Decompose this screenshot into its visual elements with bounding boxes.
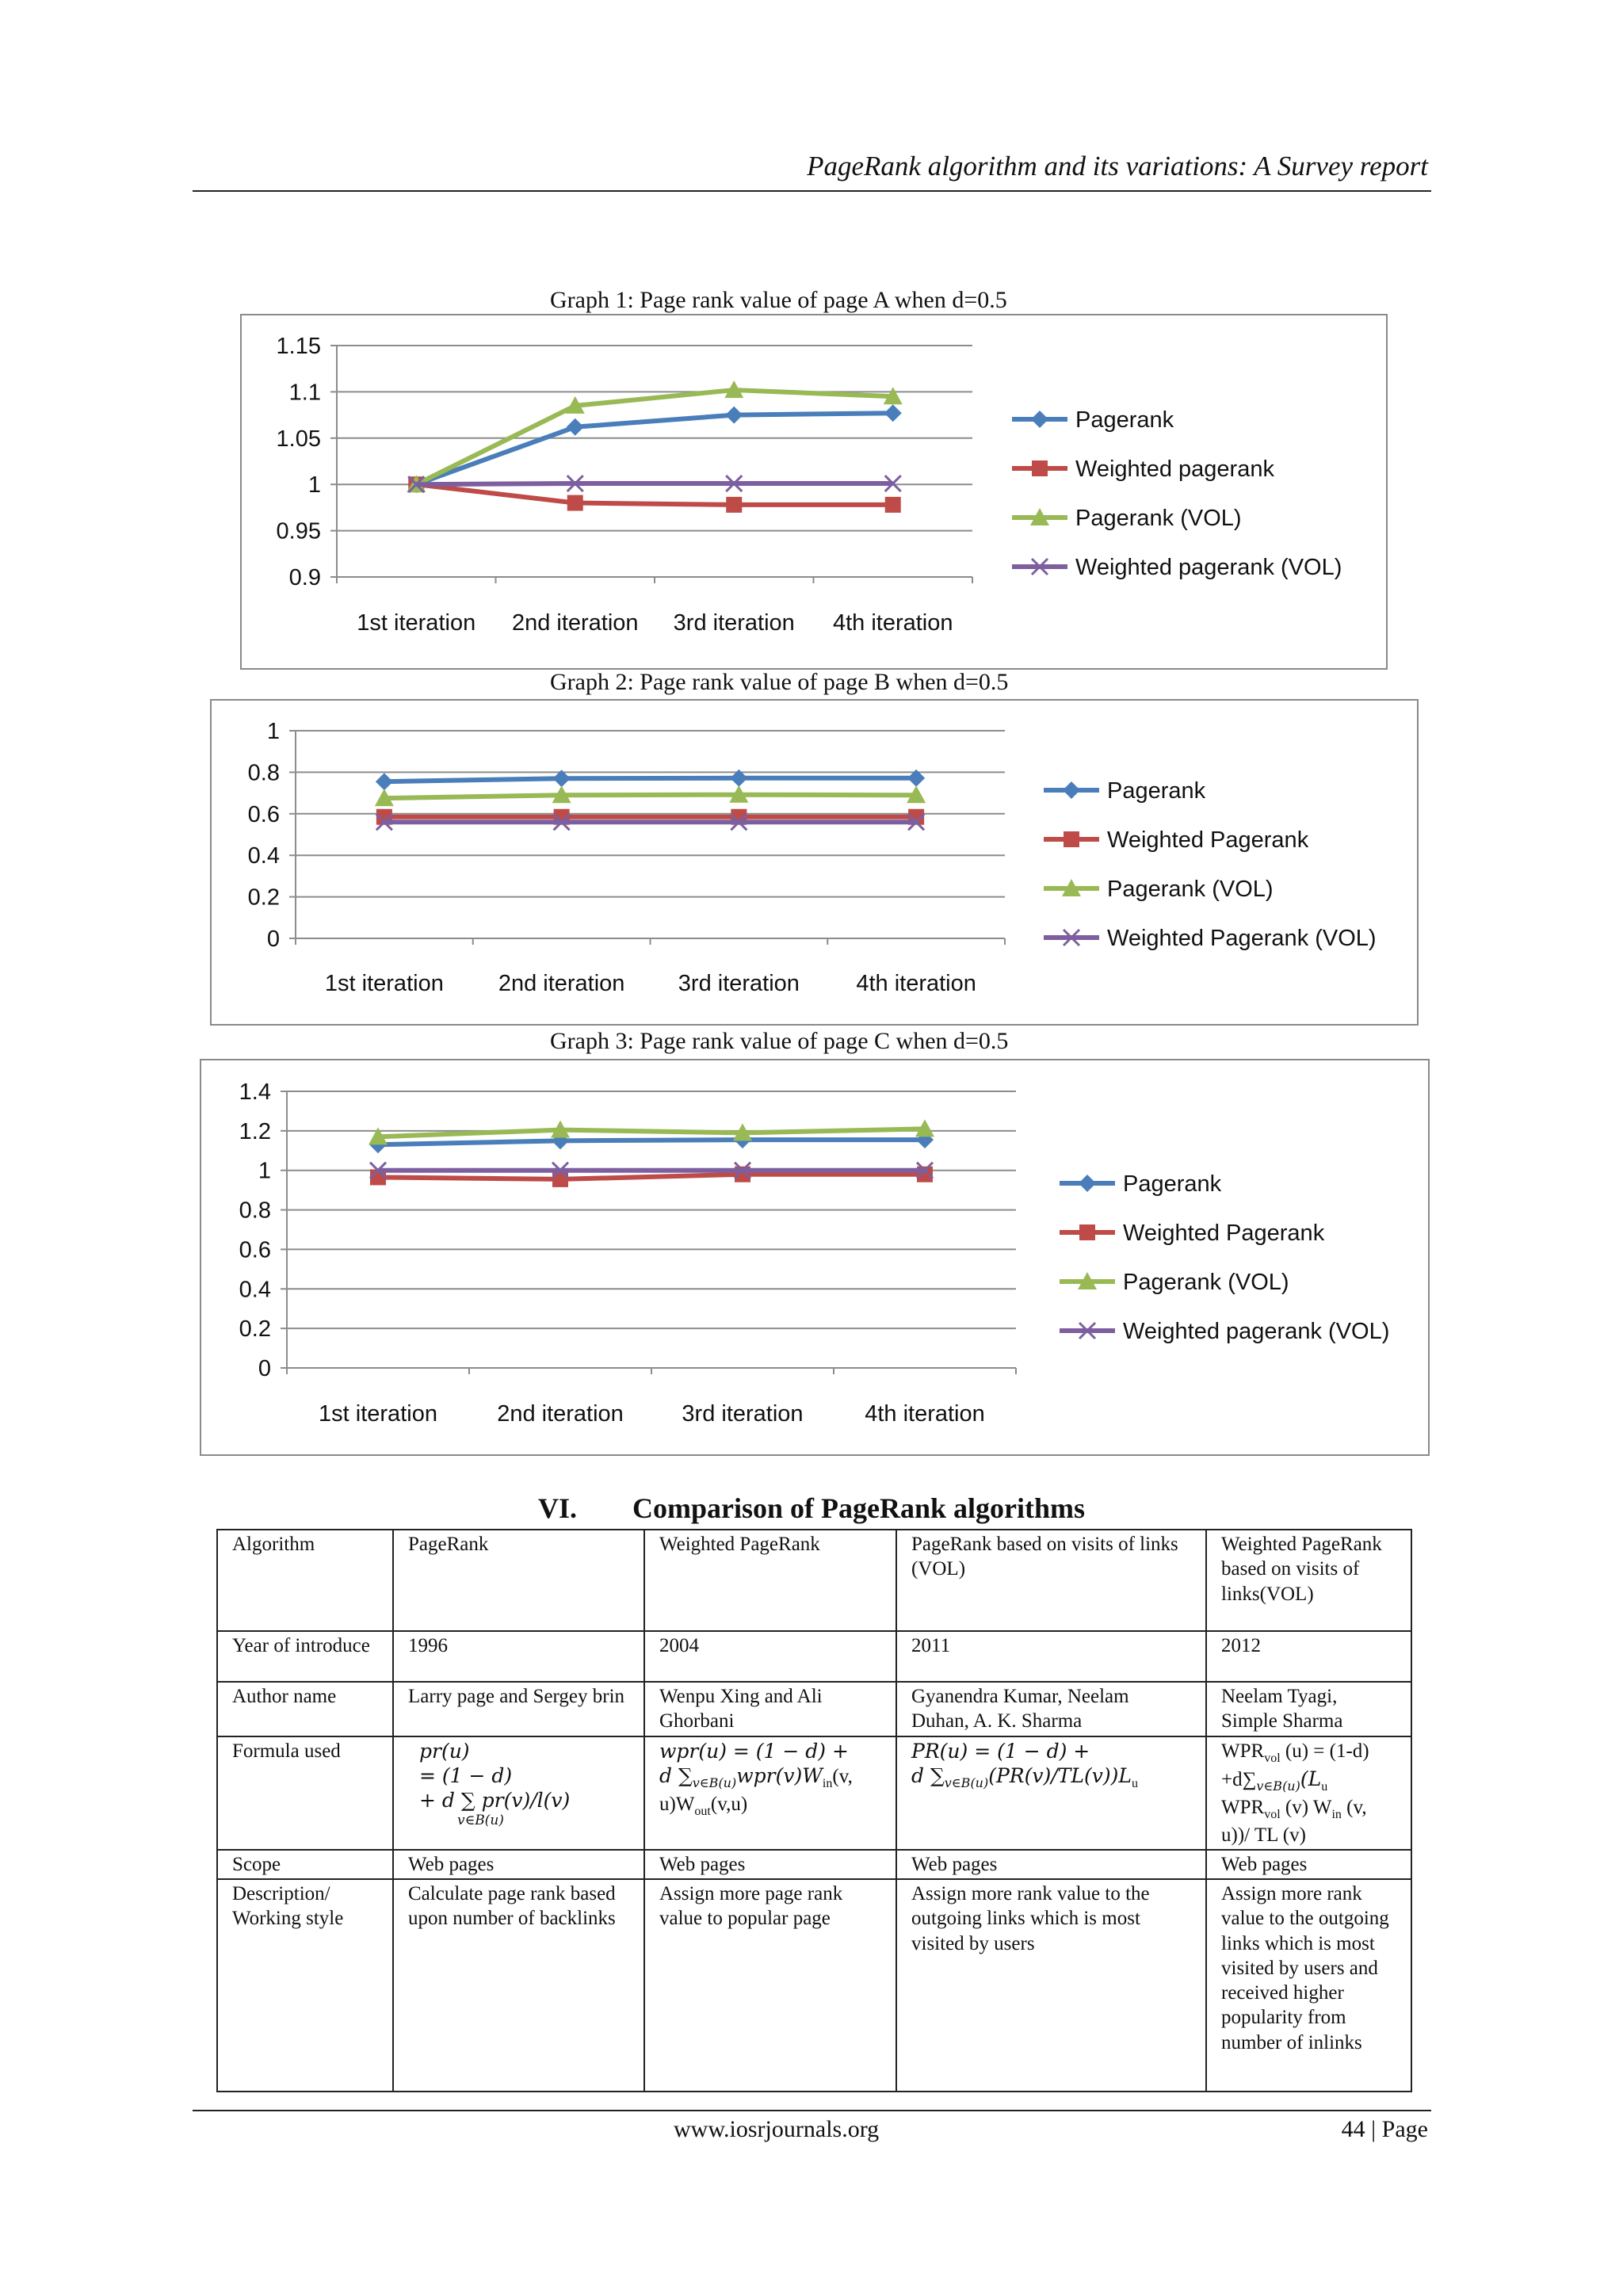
legend-item	[1012, 407, 1174, 433]
header-divider	[193, 190, 1431, 192]
legend-label: Pagerank (VOL)	[1107, 877, 1274, 902]
graph-3-caption: Graph 3: Page rank value of page C when d=0.5	[550, 1028, 1009, 1054]
legend-label: Weighted pagerank (VOL)	[1075, 555, 1342, 580]
legend-item	[1044, 926, 1377, 951]
table-cell: Web pages	[1206, 1850, 1411, 1879]
legend-label: Weighted Pagerank (VOL)	[1107, 926, 1377, 951]
legend-item	[1044, 778, 1206, 804]
formula-weighted-pagerank: wpr(u) = (1 − d) + d $\sum_{v\in B(u)}wpr(v)W_{in}(v$, $u)W_{out}(v,u)$	[644, 1736, 896, 1850]
table-cell: Calculate page rank based upon number of backlinks	[393, 1879, 644, 2092]
legend-item	[1044, 827, 1309, 853]
x-tick-label: 2nd iteration	[498, 971, 625, 996]
y-tick-label: 0.4	[239, 1277, 271, 1303]
table-cell: Weighted PageRank	[644, 1530, 896, 1631]
y-tick-label: 0.8	[239, 1198, 271, 1224]
y-tick-label: 0.2	[247, 884, 280, 911]
series-line	[378, 1140, 925, 1144]
table-row	[217, 1879, 1411, 2092]
graph-2-caption: Graph 2: Page rank value of page B when d=0.5	[550, 669, 1009, 695]
legend-marker	[1032, 460, 1048, 476]
y-tick-label: 0.6	[239, 1237, 271, 1263]
table-cell: Larry page and Sergey brin	[393, 1682, 644, 1736]
series-line	[378, 1175, 925, 1179]
data-point	[567, 418, 584, 436]
y-tick-label: 1.05	[276, 426, 321, 452]
running-header: PageRank algorithm and its variations: A Survey report	[807, 151, 1428, 181]
table-cell: Algorithm	[217, 1530, 393, 1631]
x-tick-label: 2nd iteration	[511, 610, 639, 636]
data-point	[567, 495, 583, 511]
legend-marker	[1079, 1175, 1096, 1192]
series-line	[416, 484, 893, 505]
section-heading	[0, 1492, 1623, 1525]
comparison-table	[216, 1529, 1412, 2092]
legend-item	[1012, 555, 1342, 580]
y-tick-label: 1	[258, 1158, 271, 1184]
legend-marker	[1063, 781, 1080, 799]
legend-label: Pagerank	[1107, 778, 1206, 804]
table-cell: Scope	[217, 1850, 393, 1879]
y-tick-label: 0	[258, 1356, 271, 1381]
table-cell: Formula used	[217, 1736, 393, 1850]
x-tick-label: 1st iteration	[324, 971, 444, 996]
table-row	[217, 1631, 1411, 1682]
series-line	[384, 795, 916, 798]
legend-label: Weighted pagerank (VOL)	[1123, 1319, 1390, 1344]
table-cell: 2011	[896, 1631, 1206, 1682]
y-tick-label: 1.1	[288, 380, 321, 406]
legend-marker	[1031, 411, 1048, 428]
table-cell: PageRank	[393, 1530, 644, 1631]
data-point	[552, 1171, 568, 1187]
table-row	[217, 1682, 1411, 1736]
table-cell: Neelam Tyagi, Simple Sharma	[1206, 1682, 1411, 1736]
y-tick-label: 0.4	[247, 843, 280, 869]
legend-item	[1012, 457, 1274, 482]
y-tick-label: 1	[307, 472, 321, 499]
x-tick-label: 3rd iteration	[678, 971, 800, 996]
legend-label: Weighted Pagerank	[1123, 1221, 1325, 1246]
footer-page-number: 44 | Page	[1341, 2116, 1428, 2142]
table-cell: Year of introduce	[217, 1631, 393, 1682]
x-tick-label: 1st iteration	[319, 1401, 437, 1427]
legend-item	[1012, 506, 1242, 531]
table-cell: Author name	[217, 1682, 393, 1736]
y-tick-label: 1	[266, 719, 280, 744]
y-tick-label: 0.9	[288, 565, 321, 590]
table-row	[217, 1736, 1411, 1850]
series-1	[407, 404, 902, 493]
table-cell: Wenpu Xing and Ali Ghorbani	[644, 1682, 896, 1736]
table-cell: 1996	[393, 1631, 644, 1682]
legend-label: Pagerank (VOL)	[1075, 506, 1242, 531]
table-cell: PageRank based on visits of links (VOL)	[896, 1530, 1206, 1631]
formula-weighted-pagerank-vol: $WPR_{vol}$ (u) = (1-d) $+d\sum_{v\in B(u)}(L_u$ $WPR_{vol}$ (v) $W_{in}$ (v, u))/ TL (v)	[1206, 1736, 1411, 1850]
y-tick-label: 0.2	[239, 1316, 271, 1343]
formula-pagerank-vol: PR(u) = (1 − d) + d $\sum_{v\in B(u)}(PR(v)/TL(v))L_u$	[896, 1736, 1206, 1850]
graph-1-frame	[240, 314, 1388, 670]
legend-label: Pagerank	[1123, 1171, 1222, 1197]
y-tick-label: 1.2	[239, 1118, 271, 1144]
graph-3-chart	[201, 1060, 1431, 1457]
x-tick-label: 4th iteration	[865, 1401, 985, 1427]
graph-2-chart	[212, 701, 1420, 1027]
legend-item	[1044, 877, 1274, 902]
section-number: VI.	[537, 1492, 577, 1524]
legend-item	[1060, 1221, 1325, 1246]
x-tick-label: 1st iteration	[357, 610, 476, 636]
y-tick-label: 1.4	[239, 1079, 271, 1105]
x-tick-label: 4th iteration	[856, 971, 976, 996]
table-cell: Web pages	[644, 1850, 896, 1879]
legend-marker	[1079, 1224, 1095, 1240]
series-3	[375, 785, 926, 806]
legend-item	[1060, 1270, 1289, 1295]
table-row	[217, 1530, 1411, 1631]
table-cell: Weighted PageRank based on visits of links(VOL)	[1206, 1530, 1411, 1631]
legend-label: Pagerank	[1075, 407, 1174, 433]
graph-1-caption: Graph 1: Page rank value of page A when d=0.5	[550, 287, 1007, 313]
table-cell: Assign more page rank value to popular page	[644, 1879, 896, 2092]
y-tick-label: 1.15	[276, 334, 321, 359]
series-line	[416, 390, 893, 484]
legend-item	[1060, 1319, 1389, 1344]
y-tick-label: 0.95	[276, 518, 321, 544]
formula-pagerank: pr(u) = (1 − d) + d ∑ pr(v)/l(v) v∈B(u)	[393, 1736, 644, 1850]
data-point	[376, 773, 393, 790]
data-point	[725, 407, 743, 424]
y-tick-label: 0.8	[247, 760, 280, 786]
table-cell: Web pages	[896, 1850, 1206, 1879]
legend-label: Pagerank (VOL)	[1123, 1270, 1289, 1295]
graph-3-frame	[200, 1059, 1430, 1456]
x-tick-label: 3rd iteration	[673, 610, 795, 636]
section-title: Comparison of PageRank algorithms	[632, 1492, 1086, 1524]
x-tick-label: 3rd iteration	[682, 1401, 804, 1427]
series-line	[416, 483, 893, 484]
legend-label: Weighted pagerank	[1075, 457, 1274, 482]
table-cell: Gyanendra Kumar, Neelam Duhan, A. K. Sharma	[896, 1682, 1206, 1736]
data-point	[726, 497, 742, 513]
footer-divider	[193, 2110, 1431, 2111]
footer-url: www.iosrjournals.org	[674, 2116, 880, 2142]
graph-2-frame	[210, 699, 1419, 1026]
legend-item	[1060, 1171, 1222, 1197]
data-point	[885, 497, 901, 513]
legend-marker	[1064, 831, 1079, 847]
x-tick-label: 4th iteration	[832, 610, 953, 636]
y-tick-label: 0	[266, 926, 280, 952]
table-cell: Description/ Working style	[217, 1879, 393, 2092]
series-line	[384, 778, 916, 781]
x-tick-label: 2nd iteration	[497, 1401, 624, 1427]
legend-label: Weighted Pagerank	[1107, 827, 1309, 853]
table-cell: Assign more rank value to the outgoing links which is most visited by users	[896, 1879, 1206, 2092]
data-point	[884, 404, 902, 422]
table-cell: Web pages	[393, 1850, 644, 1879]
graph-1-chart	[242, 315, 1389, 671]
y-tick-label: 0.6	[247, 801, 280, 827]
table-cell: Assign more rank value to the outgoing links which is most visited by users and received higher popularity from number of inlinks	[1206, 1879, 1411, 2092]
table-cell: 2012	[1206, 1631, 1411, 1682]
table-row	[217, 1850, 1411, 1879]
series-3	[407, 380, 903, 492]
table-cell: 2004	[644, 1631, 896, 1682]
